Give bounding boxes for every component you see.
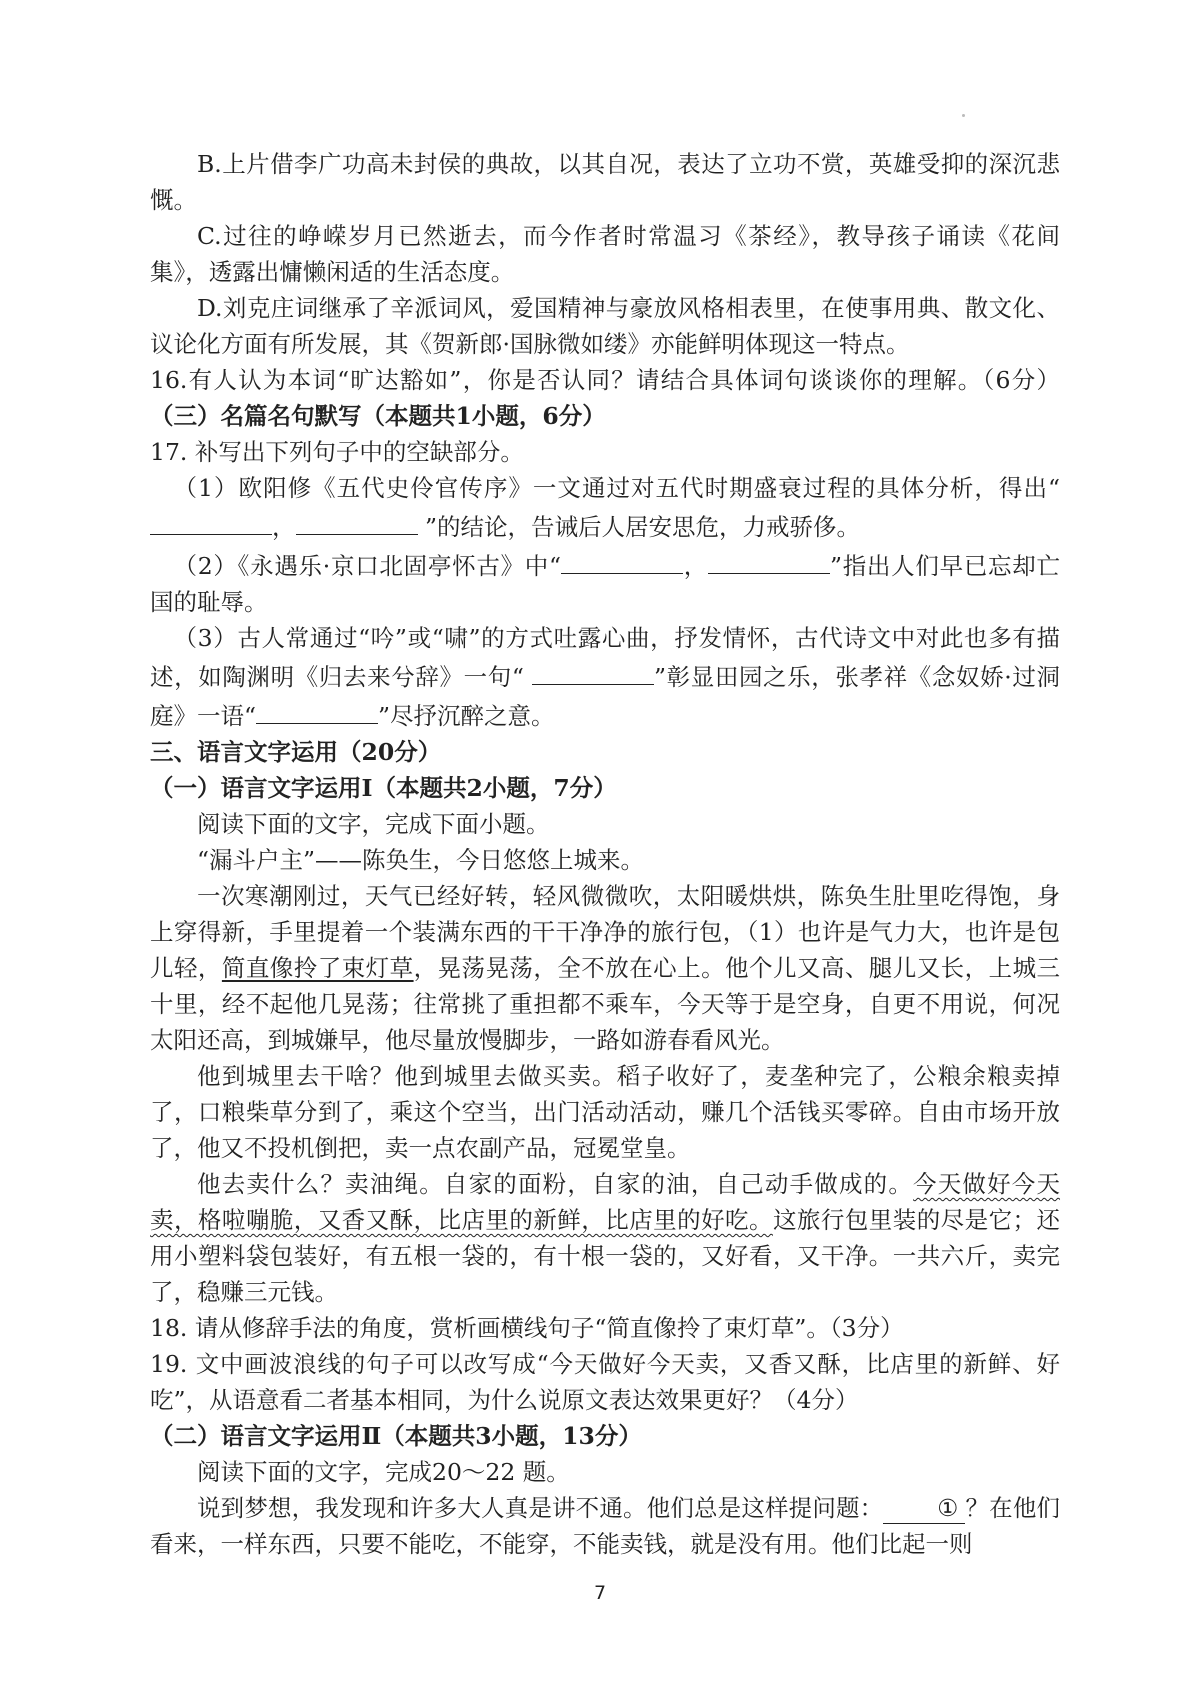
question-16: 16.有人认为本词“旷达豁如”，你是否认同？请结合具体词句谈谈你的理解。（6分）（三）名篇名句默写（本题共1小题，6分） xyxy=(150,366,1060,430)
part-3-title: 三、语言文字运用（20分） xyxy=(150,738,442,766)
subsection-2-title: （二）语言文字运用Ⅱ（本题共3小题，13分） xyxy=(150,1422,642,1450)
answer-blank xyxy=(532,656,654,685)
story-title: “漏斗户主”——陈奂生，今日悠悠上城来。 xyxy=(197,846,645,874)
question-17-3: （3）古人常通过“吟”或“啸”的方式吐露心曲，抒发情怀，古代诗文中对此也多有描述，如陶渊明《归去来兮辞》一句“ ”彰显田园之乐，张孝祥《念奴娇·过洞庭》一语“ ”尽抒沉醉之意。 xyxy=(150,624,1060,730)
answer-blank xyxy=(708,545,830,574)
answer-blank xyxy=(256,695,378,724)
answer-blank xyxy=(561,545,683,574)
story-paragraph-2: 他到城里去干啥？他到城里去做买卖。稻子收好了，麦垄种完了，公粮余粮卖掉了，口粮柴草分到了，乘这个空当，出门活动活动，赚几个活钱买零碎。自由市场开放了，他又不投机倒把，卖一点农副产品，冠冕堂皇。 xyxy=(150,1062,1060,1162)
answer-blank xyxy=(296,506,418,535)
page-number: 7 xyxy=(593,1582,607,1604)
numbered-blank: ① xyxy=(883,1493,965,1524)
answer-blank xyxy=(150,506,272,535)
option-b: B.上片借李广功高未封侯的典故，以其自况，表达了立功不赏，英雄受抑的深沉悲慨。 xyxy=(150,150,1060,214)
question-17-1: （1）欧阳修《五代史伶官传序》一文通过对五代时期盛衰过程的具体分析，得出“ ， ”的结论，告诫后人居安思危，力戒骄侈。 xyxy=(150,470,1060,545)
underlined-sentence: 简直像拎了束灯草 xyxy=(221,954,414,982)
option-d: D.刘克庄词继承了辛派词风，爱国精神与豪放风格相表里，在使事用典、散文化、议论化方面有所发展，其《贺新郎·国脉微如缕》亦能鲜明体现这一特点。 xyxy=(150,294,1060,358)
option-c: C.过往的峥嵘岁月已然逝去，而今作者时常温习《茶经》，教导孩子诵读《花间集》，透露出慵懒闲适的生活态度。 xyxy=(150,222,1060,286)
section-3-title: （三）名篇名句默写（本题共1小题，6分） xyxy=(150,402,606,430)
question-17-2: （2）《永遇乐·京口北固亭怀古》中“ ， ”指出人们早已忘却亡国的耻辱。 xyxy=(150,545,1060,620)
story-paragraph-1: 一次寒潮刚过，天气已经好转，轻风微微吹，太阳暖烘烘，陈奂生肚里吃得饱，身上穿得新，手里提着一个装满东西的干干净净的旅行包，（1）也许是气力大，也许是包儿轻，简直像拎了束灯草，晃荡晃荡，全不放在心上。他个儿又高、腿儿又长，上城三十里，经不起他几晃荡；往常挑了重担都不乘车，今天等于是空身，自更不用说，何况太阳还高，到城嫌早，他尽量放慢脚步，一路如游春看风光。 xyxy=(150,882,1061,1054)
reading-instruction-2: 阅读下面的文字，完成20～22 题。 xyxy=(197,1458,570,1486)
question-18: 18. 请从修辞手法的角度，赏析画横线句子“简直像拎了束灯草”。（3分） xyxy=(150,1314,904,1342)
question-17: 17. 补写出下列句子中的空缺部分。 xyxy=(150,438,524,466)
subsection-1-title: （一）语言文字运用Ⅰ（本题共2小题，7分） xyxy=(150,774,617,802)
story-paragraph-3: 他去卖什么？卖油绳。自家的面粉，自家的油，自己动手做成的。今天做好今天卖，格啦嘣脆，又香又酥，比店里的新鲜，比店里的好吃。这旅行包里装的尽是它；还用小塑料袋包装好，有五根一袋的，有十根一袋的，又好看，又干净。一共六斤，卖完了，稳赚三元钱。 xyxy=(150,1170,1061,1306)
story-paragraph-4: 说到梦想，我发现和许多大人真是讲不通。他们总是这样提问题： ① ？在他们看来，一样东西，只要不能吃，不能穿，不能卖钱，就是没有用。他们比起一则 xyxy=(150,1494,1061,1558)
reading-instruction-1: 阅读下面的文字，完成下面小题。 xyxy=(197,810,550,838)
wavy-underlined-sentence: 今天做好今天卖，格啦嘣脆，又香又酥，比店里的新鲜，比店里的好吃。 xyxy=(150,1170,1061,1234)
question-19: 19. 文中画波浪线的句子可以改写成“今天做好今天卖，又香又酥，比店里的新鲜、好吃”，从语意看二者基本相同，为什么说原文表达效果更好？（4分） xyxy=(150,1350,1060,1414)
scan-speck xyxy=(962,114,965,117)
